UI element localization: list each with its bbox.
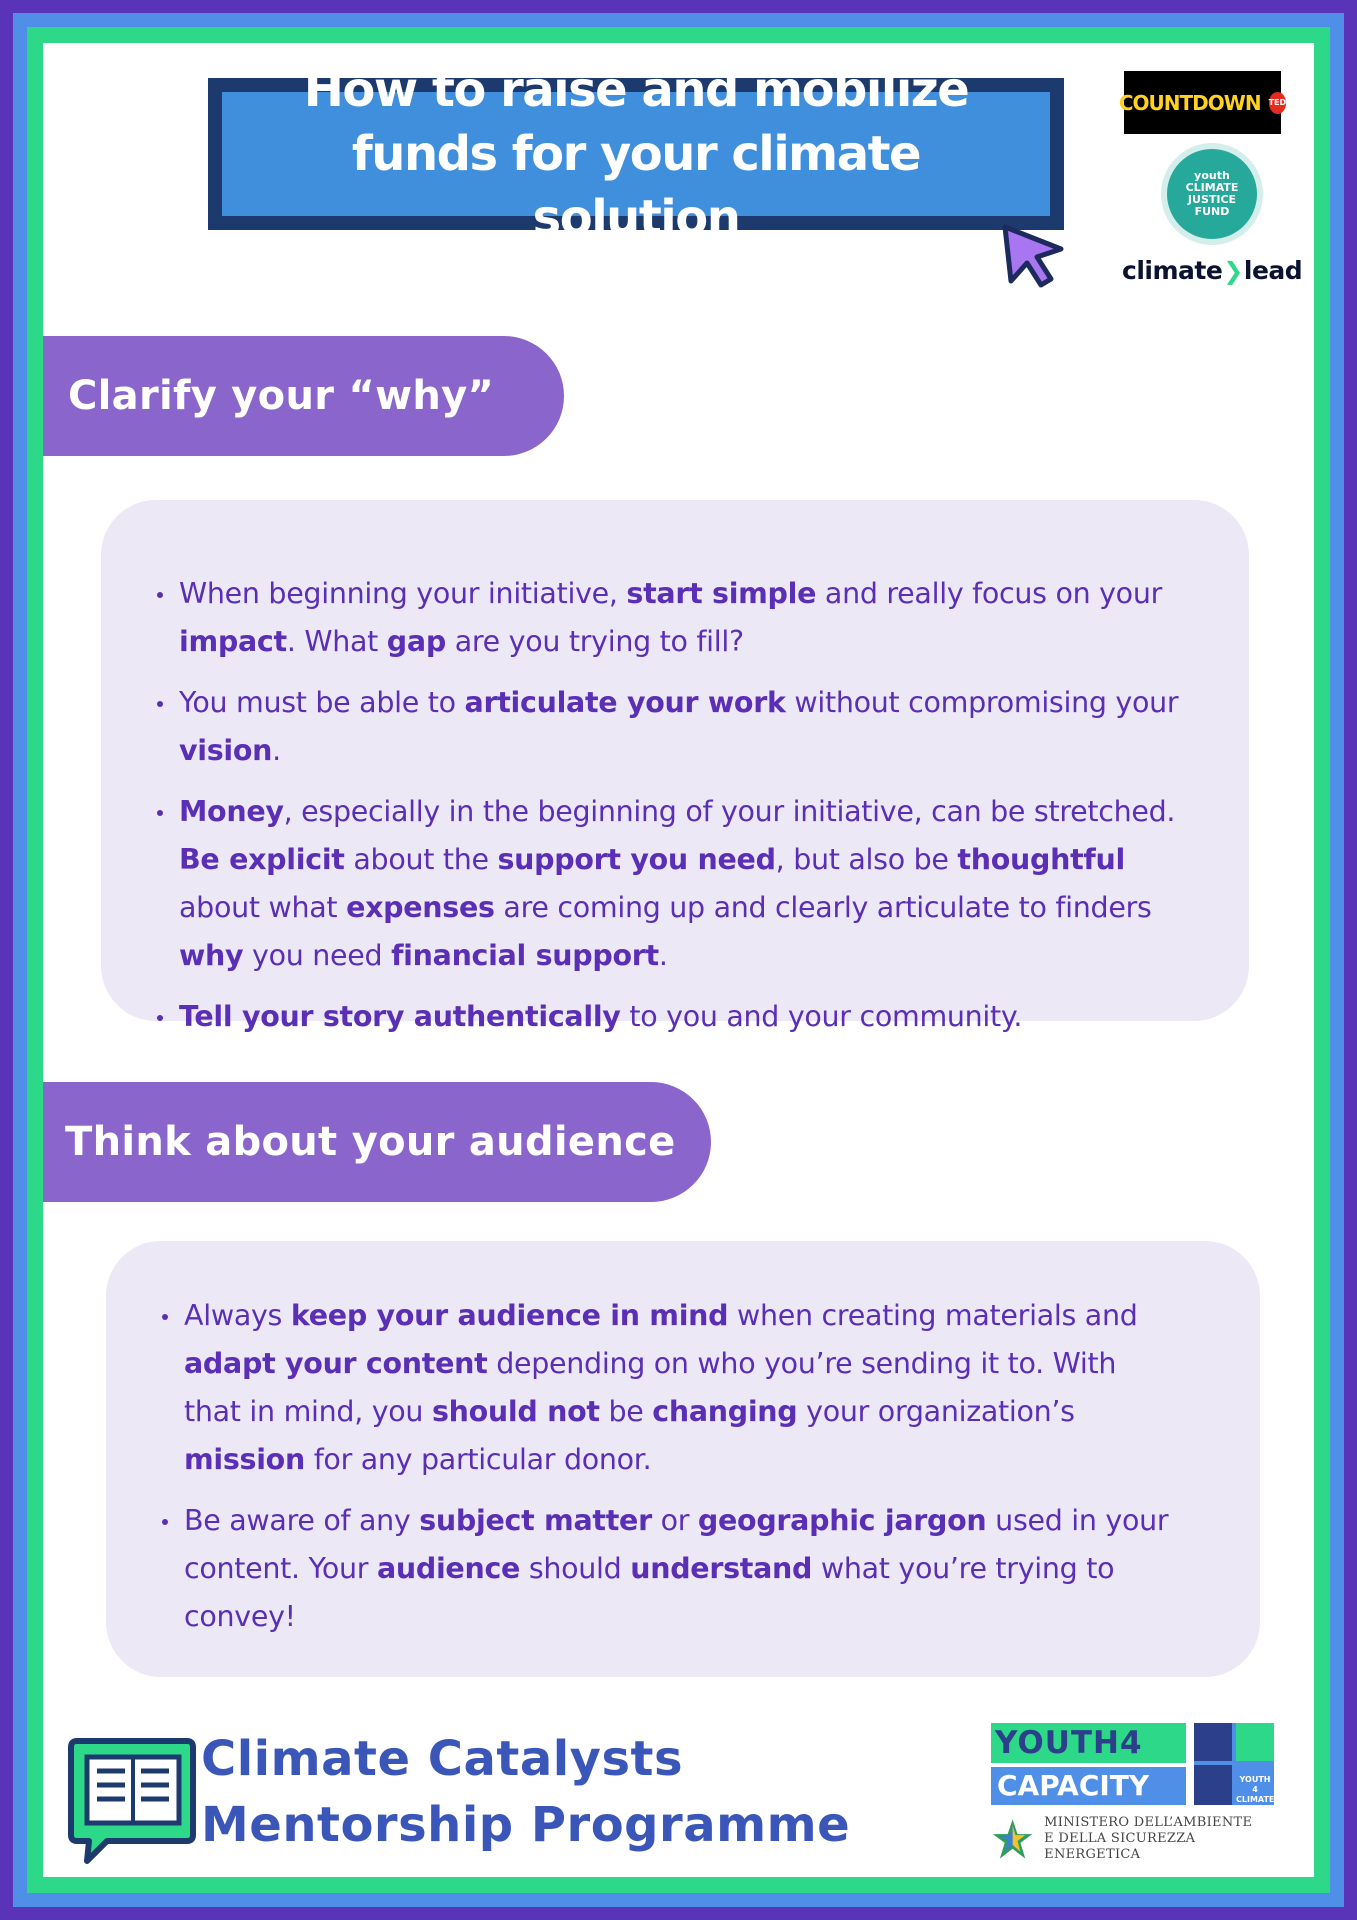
text-run: about what [179, 891, 347, 924]
bold-phrase: adapt your content [184, 1347, 488, 1380]
bullet-item [162, 1497, 1180, 1641]
bold-phrase: changing [652, 1395, 798, 1428]
text-run: When beginning your initiative, [179, 577, 627, 610]
bold-phrase: keep your audience in mind [290, 1299, 729, 1332]
bold-phrase: Be explicit [179, 843, 345, 876]
bold-phrase: geographic jargon [697, 1504, 987, 1537]
section-heading-text: Clarify your “why” [68, 373, 495, 419]
section-heading-why [43, 336, 564, 456]
youth4climate-badge [1194, 1723, 1274, 1805]
section-heading-text: Think about your audience [65, 1119, 676, 1165]
text-run: . [658, 939, 668, 972]
text-run: . [272, 734, 281, 767]
text-run: when creating materials and [728, 1299, 1138, 1332]
bullet-item [157, 788, 1179, 980]
text-run: what you’re trying to convey! [184, 1552, 1115, 1633]
bold-phrase: Money [179, 795, 284, 828]
text-run: for any particular donor. [304, 1443, 652, 1476]
text-run: or [651, 1504, 698, 1537]
bold-phrase: why [179, 939, 244, 972]
badge-block [1194, 1723, 1232, 1761]
bold-phrase: expenses [346, 891, 495, 924]
youth4capacity-logo [991, 1723, 1291, 1863]
ted-logo: TED [1269, 92, 1287, 114]
audience-card [106, 1241, 1260, 1677]
bold-phrase: impact [179, 625, 287, 658]
badge-text: YOUTH 4 CLIMATE [1236, 1765, 1274, 1805]
ministero-text: MINISTERO DELL’AMBIENTE E DELLA SICUREZZA ENERGETICA [1044, 1815, 1253, 1862]
climate-lead-left: climate [1122, 256, 1223, 285]
bold-phrase: start simple [626, 577, 817, 610]
poster-page [43, 43, 1314, 1877]
bold-phrase: Tell your story authentically [179, 1000, 621, 1033]
bold-phrase: understand [630, 1552, 813, 1585]
title-banner-inner [222, 62, 1050, 246]
cursor-arrow-icon [999, 223, 1069, 293]
bold-phrase: should not [431, 1395, 600, 1428]
youth4capacity-line1: YOUTH4 [991, 1723, 1186, 1763]
text-run: . What [286, 625, 387, 658]
badge-block [1194, 1765, 1232, 1805]
youth4capacity-logo-row [991, 1723, 1291, 1805]
text-run: be [599, 1395, 653, 1428]
text-run: You must be able to [179, 686, 465, 719]
title-banner [208, 62, 1064, 246]
text-run: without compromising your [785, 686, 1179, 719]
text-run: , but also be [775, 843, 958, 876]
text-run: Be aware of any [184, 1504, 420, 1537]
text-run: and really focus on your [816, 577, 1162, 610]
text-run: , especially in the beginning of your initiative, can be stretched. [283, 795, 1176, 828]
audience-bullet-list [162, 1292, 1180, 1641]
bold-phrase: subject matter [419, 1504, 652, 1537]
bold-phrase: vision [179, 734, 273, 767]
text-run: to you and your community. [620, 1000, 1023, 1033]
why-card [101, 500, 1249, 1033]
chevron-right-icon: ❯ [1223, 256, 1243, 285]
youth4capacity-line2: CAPACITY [991, 1767, 1186, 1805]
text-run: Always [184, 1299, 291, 1332]
bullet-item [162, 1292, 1180, 1484]
bold-phrase: audience [376, 1552, 521, 1585]
bullet-item [157, 993, 1179, 1041]
countdown-logo-text: COUNTDOWN [1118, 90, 1261, 115]
climate-lead-right: lead [1243, 256, 1303, 285]
newspaper-chat-icon [67, 1735, 197, 1867]
bold-phrase: support you need [497, 843, 776, 876]
partner-logos [1117, 71, 1303, 285]
bold-phrase: thoughtful [957, 843, 1125, 876]
badge-block [1236, 1723, 1274, 1761]
bullet-item [157, 570, 1179, 666]
climate-lead-logo [1122, 256, 1303, 285]
star-icon [991, 1817, 1034, 1861]
text-run: are coming up and clearly articulate to finders [494, 891, 1152, 924]
countdown-logo [1118, 71, 1287, 134]
ministero-logo [991, 1815, 1291, 1863]
bold-phrase: financial support [391, 939, 659, 972]
text-run: you need [243, 939, 392, 972]
bold-phrase: mission [184, 1443, 305, 1476]
text-run: depending on who you’re sending it to. With that in mind, you [184, 1347, 1117, 1428]
text-run: about the [344, 843, 498, 876]
text-run: used in your content. Your [184, 1504, 1169, 1585]
why-bullet-list [157, 570, 1179, 1041]
text-run: your organization’s [797, 1395, 1075, 1428]
youth4capacity-wordmark [991, 1723, 1186, 1805]
text-run: should [520, 1552, 631, 1585]
page-title: How to raise and mobilize funds for your climate solution [303, 62, 969, 246]
bold-phrase: gap [386, 625, 446, 658]
section-heading-audience [43, 1082, 711, 1202]
bold-phrase: articulate your work [464, 686, 786, 719]
programme-name: Climate Catalysts Mentorship Programme [201, 1731, 851, 1853]
youth-climate-justice-fund-logo: youth CLIMATE JUSTICE FUND [1167, 149, 1257, 239]
text-run: are you trying to fill? [445, 625, 744, 658]
bullet-item [157, 679, 1179, 775]
